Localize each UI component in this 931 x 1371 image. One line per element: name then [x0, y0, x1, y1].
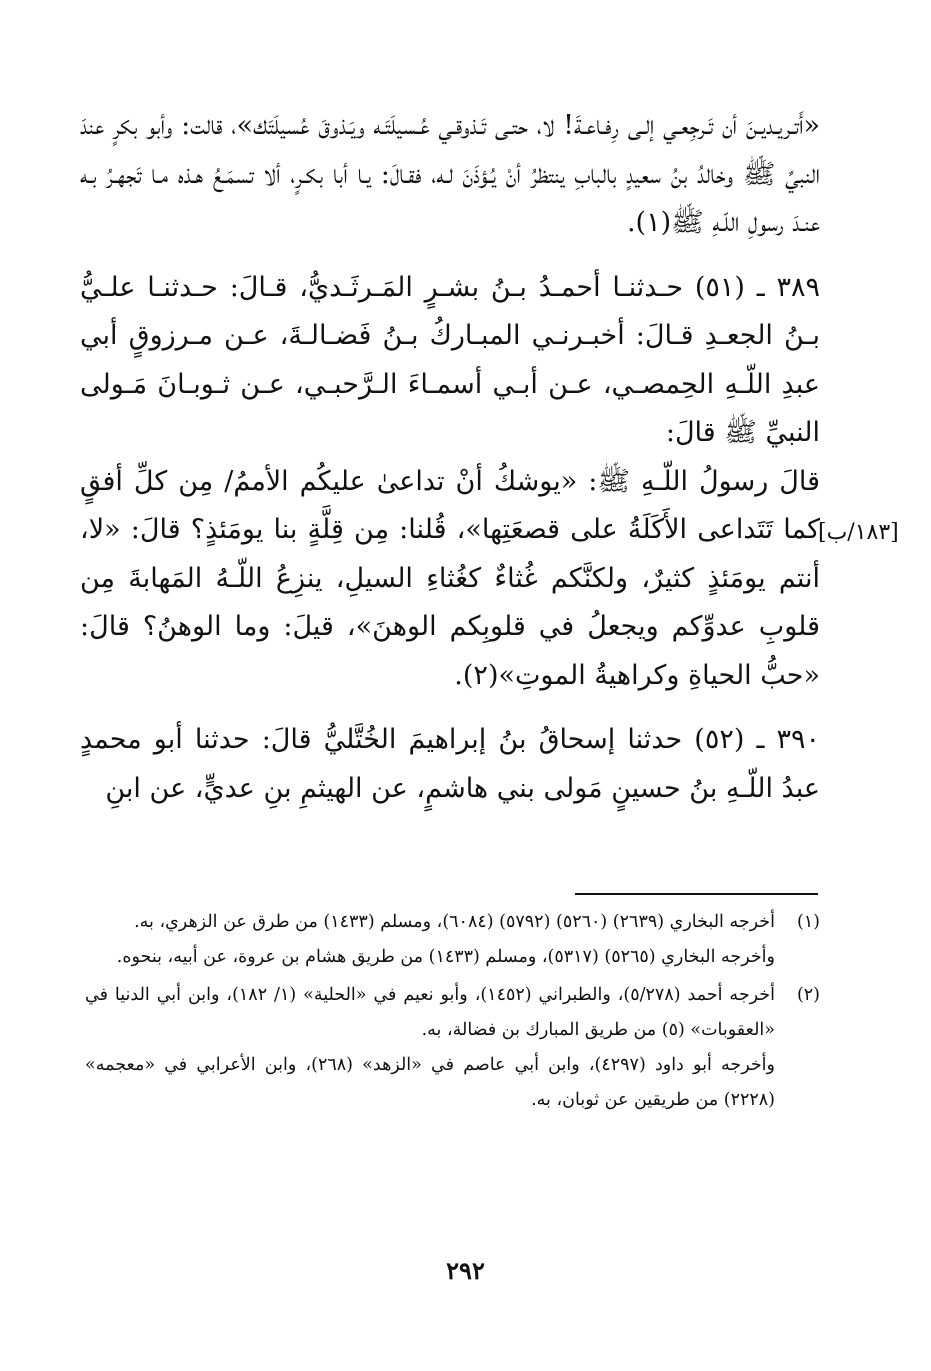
footnote-line: أخرجه أحمد (٥/٢٧٨)، والطبراني (١٤٥٢)، وأبو نعيم في «الحلية» (١/ ١٨٢)، وابن أبي الدنيا في «العقوبات» (٥) من طريق المبارك بن فضالة، به. — [85, 985, 775, 1040]
footnote-body — [85, 978, 775, 1118]
footnote-line: وأخرجه أبو داود (٤٢٩٧)، وابن أبي عاصم في «الزهد» (٢٦٨)، وابن الأعرابي في «معجمه» (٢٢٢٨) من طريقين عن ثوبان، به. — [85, 1055, 775, 1110]
main-text — [80, 102, 820, 813]
page-number: ٢٩٢ — [446, 1256, 485, 1285]
manuscript-folio-marker: [١٨٣/ب] — [818, 520, 899, 545]
footnotes — [85, 905, 820, 1121]
footnote-line: وأخرجه البخاري (٥٢٦٥) (٥٣١٧)، ومسلم (١٤٣٣) من طريق هشام بن عروة، عن أبيه، بنحوه. — [116, 947, 775, 967]
footnote-separator — [575, 893, 818, 895]
paragraph-hadith-389: ٣٨٩ ـ (٥١) حـدثنـا أحمـدُ بـنُ بشـرٍ المَـرثَـديُّ، قـالَ: حـدثنـا علـيُّ بـنُ الجعـدِ قـالَ: أخبـرنـي المبـاركُ بـنُ فَضـالـةَ، عـن مـرزوقٍ أبي عبدِ اللّـهِ الحِمصـي، عـن أبـي أسمـاءَ الـرَّحبـي، عـن ثـوبـانَ مَـولى النبيِّ ﷺ قالَ: — [80, 271, 821, 448]
paragraph-hadith-389-text: قالَ رسولُ اللّـهِ ﷺ: «يوشكُ أنْ تداعىٰ عليكُم الأممُ/ مِن كلِّ أفقٍ كما تَتَداعى الأَكَلَةُ على قصعَتِها»، قُلنا: مِن قِلَّةٍ بنا يومَئذٍ؟ قالَ: «لا، أنتم يومَئذٍ كثيرٌ، ولكنَّكم غُثاءٌ كغُثاءِ السيلِ، ينزِعُ اللّـهُ المَهابةَ مِن قلوبِ عدوِّكم ويجعلُ في قلوبِكم الوهنَ»، قيلَ: وما الوهنُ؟ قالَ: «حبُّ الحياةِ وكراهيةُ الموتِ»(٢). — [80, 465, 820, 691]
footnote-1 — [85, 905, 820, 975]
footnote-body — [85, 905, 775, 975]
footnote-number: (٢) — [796, 985, 820, 1005]
paragraph-hadith-390: ٣٩٠ ـ (٥٢) حدثنا إسحاقُ بنُ إبراهيمَ الخُتَّليُّ قالَ: حدثنا أبو محمدٍ عبدُ اللّـهِ بنُ حسينٍ مَولى بني هاشمٍ، عن الهيثمِ بنِ عديٍّ، عن ابنِ — [80, 724, 821, 804]
footnote-line: أخرجه البخاري (٢٦٣٩) (٥٢٦٠) (٥٧٩٢) (٦٠٨٤)، ومسلم (١٤٣٣) من طرق عن الزهري، به. — [134, 912, 775, 932]
footnote-2 — [85, 978, 820, 1118]
footnote-number: (١) — [796, 912, 820, 932]
paragraph-hadith-continuation: «أَتـريـديـنَ أن تَـرجِعـي إلـى رِفـاعـةَ! لا، حتـى تَـذوقـي عُـسيلَتَـه ويَـذوقَ عُسيلَتَك»، قالت: وأبو بكرٍ عندَ النبيِّ ﷺ وخالدُ بنُ سعيدٍ بالبابِ ينتظرُ أنْ يُـؤذَنَ لـه، فقـالَ: يـا أبا بكـرٍ، ألا تسمَـعُ هـذه مـا تَجهـرُ بـه عنـدَ رسولِ اللّـهِ ﷺ(١). — [80, 110, 820, 238]
